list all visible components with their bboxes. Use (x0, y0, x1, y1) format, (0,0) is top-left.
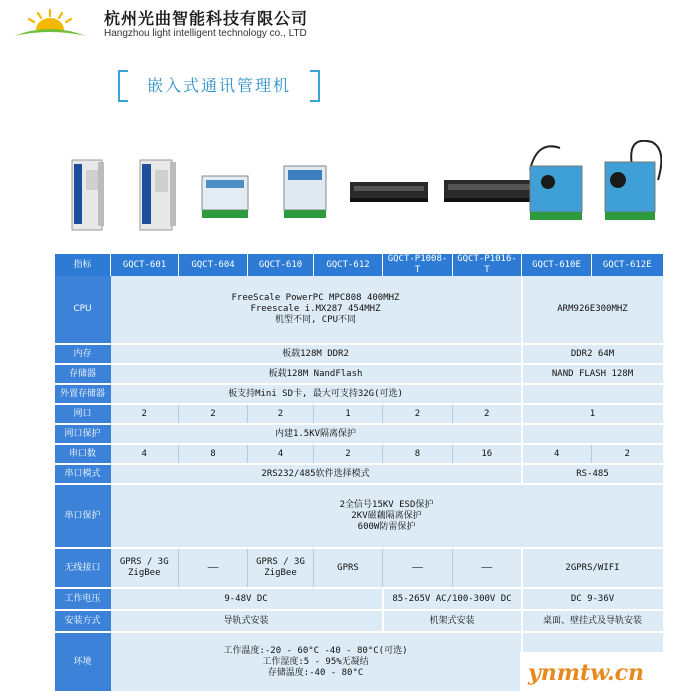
value-cell: 4 (522, 444, 592, 464)
wireless-601-cell (111, 548, 179, 588)
wireless-line: GPRS / 3G (119, 557, 169, 567)
value-cell: 2 (383, 404, 453, 424)
row-label: 串口模式 (55, 464, 111, 484)
cpu-main-cell (111, 276, 522, 344)
env-line: 工作湿度:5 - 95%无凝结 (262, 656, 369, 667)
wireless-line: ZigBee (264, 568, 297, 578)
value-cell: 2 (453, 404, 522, 424)
header-cell: GQCT-P1016-T (453, 254, 522, 276)
row-label: 串口保护 (55, 484, 111, 548)
table-row-wireless (55, 548, 663, 588)
ext-storage-e-cell (522, 384, 663, 404)
ext-storage-cell: 板支持Mini SD卡, 最大可支持32G(可选) (111, 384, 522, 404)
page-title: 嵌入式通讯管理机 (146, 76, 291, 95)
env-line: 工作温度:-20 - 60°C -40 - 80°C(可选) (223, 645, 408, 656)
value-cell: 2 (179, 404, 248, 424)
row-label: 网口 (55, 404, 111, 424)
value-cell: 2 (592, 444, 663, 464)
header-cell: GQCT-612 (314, 254, 383, 276)
company-logo (12, 6, 88, 40)
row-label: 内存 (55, 344, 111, 364)
serial-mode-cell: 2RS232/485软件选择模式 (111, 464, 522, 484)
wireless-604-cell: —— (179, 548, 248, 588)
storage-main-cell: 板载128M NandFlash (111, 364, 522, 384)
value-cell: 1 (314, 404, 383, 424)
voltage-e-cell: DC 9-36V (522, 588, 663, 610)
page-title-box (118, 70, 320, 98)
table-row-install (55, 610, 663, 632)
value-cell: 2 (314, 444, 383, 464)
table-row-memory (55, 344, 663, 364)
wireless-p1016-cell: —— (453, 548, 522, 588)
row-label: 无线接口 (55, 548, 111, 588)
header-cell: GQCT-P1008-T (383, 254, 453, 276)
product-image-601 (72, 160, 104, 230)
install-e-cell: 桌面、壁挂式及导轨安装 (522, 610, 663, 632)
env-line: 存储温度:-40 - 80°C (267, 667, 364, 678)
row-label: 工作电压 (55, 588, 111, 610)
memory-e-cell: DDR2 64M (522, 344, 663, 364)
table-row-cpu (55, 276, 663, 344)
serial-protect-cell (111, 484, 663, 548)
voltage-p-cell: 85-265V AC/100-300V DC (383, 588, 522, 610)
protect-line: 2全信号15KV ESD保护 (339, 499, 434, 510)
port-protect-e-cell (522, 424, 663, 444)
value-cell: 2 (111, 404, 179, 424)
table-row-ports (55, 404, 663, 424)
row-label: 安装方式 (55, 610, 111, 632)
cpu-line: FreeScale PowerPC MPC808 400MHZ (231, 293, 400, 303)
row-label: 外置存储器 (55, 384, 111, 404)
cpu-line: Freescale i.MX287 454MHZ (250, 304, 381, 314)
protect-line: 600W防雷保护 (357, 521, 416, 532)
value-cell: 2 (248, 404, 314, 424)
row-label: 串口数 (55, 444, 111, 464)
table-row-storage (55, 364, 663, 384)
env-cell (111, 632, 522, 692)
product-image-612e (605, 141, 661, 220)
header-cell: GQCT-604 (179, 254, 248, 276)
memory-main-cell: 板载128M DDR2 (111, 344, 522, 364)
cpu-e-cell: ARM926E300MHZ (522, 276, 663, 344)
header-cell: GQCT-610 (248, 254, 314, 276)
watermark-text: ynmtw.cn (528, 660, 644, 686)
serial-mode-e-cell: RS-485 (522, 464, 663, 484)
wireless-line: GPRS / 3G (256, 557, 305, 567)
wireless-e-cell: 2GPRS/WIFI (522, 548, 663, 588)
header-cell: GQCT-601 (111, 254, 179, 276)
header-cell: GQCT-610E (522, 254, 592, 276)
header-cell: 指标 (55, 254, 111, 276)
table-row-port-protect (55, 424, 663, 444)
cpu-line: 机型不同, CPU不同 (274, 315, 357, 325)
value-cell: 8 (179, 444, 248, 464)
row-label: 存储器 (55, 364, 111, 384)
company-name-cn: 杭州光曲智能科技有限公司 (104, 9, 309, 28)
watermark (520, 652, 679, 700)
table-row-serial-mode (55, 464, 663, 484)
product-image-p1008 (350, 182, 428, 202)
value-cell: 16 (453, 444, 522, 464)
company-name-en: Hangzhou light intelligent technology co., LTD (104, 28, 307, 39)
header-cell: GQCT-612E (592, 254, 663, 276)
value-cell: 4 (111, 444, 179, 464)
value-cell: 4 (248, 444, 314, 464)
wireless-line: ZigBee (127, 568, 161, 578)
wireless-612-cell: GPRS (314, 548, 383, 588)
product-photos (52, 140, 662, 240)
install-p-cell: 机架式安装 (383, 610, 522, 632)
port-protect-cell: 内建1.5KV隔离保护 (111, 424, 522, 444)
table-row-serial-count (55, 444, 663, 464)
row-label: 网口保护 (55, 424, 111, 444)
product-image-612 (284, 166, 326, 218)
product-image-604 (140, 160, 176, 230)
storage-e-cell: NAND FLASH 128M (522, 364, 663, 384)
table-row-ext-storage (55, 384, 663, 404)
table-row-serial-protect (55, 484, 663, 548)
table-header-row (55, 254, 663, 276)
product-image-610 (202, 176, 248, 218)
row-label: 环境 (55, 632, 111, 692)
wireless-p1008-cell: —— (383, 548, 453, 588)
row-label: CPU (55, 276, 111, 344)
wireless-610-cell (248, 548, 314, 588)
install-main-cell: 导轨式安装 (111, 610, 383, 632)
table-row-voltage (55, 588, 663, 610)
product-image-610e (530, 146, 582, 220)
value-cell: 8 (383, 444, 453, 464)
voltage-main-cell: 9-48V DC (111, 588, 383, 610)
ports-e-cell: 1 (522, 404, 663, 424)
protect-line: 2KV磁藕隔离保护 (351, 510, 422, 521)
spec-table (54, 254, 663, 693)
